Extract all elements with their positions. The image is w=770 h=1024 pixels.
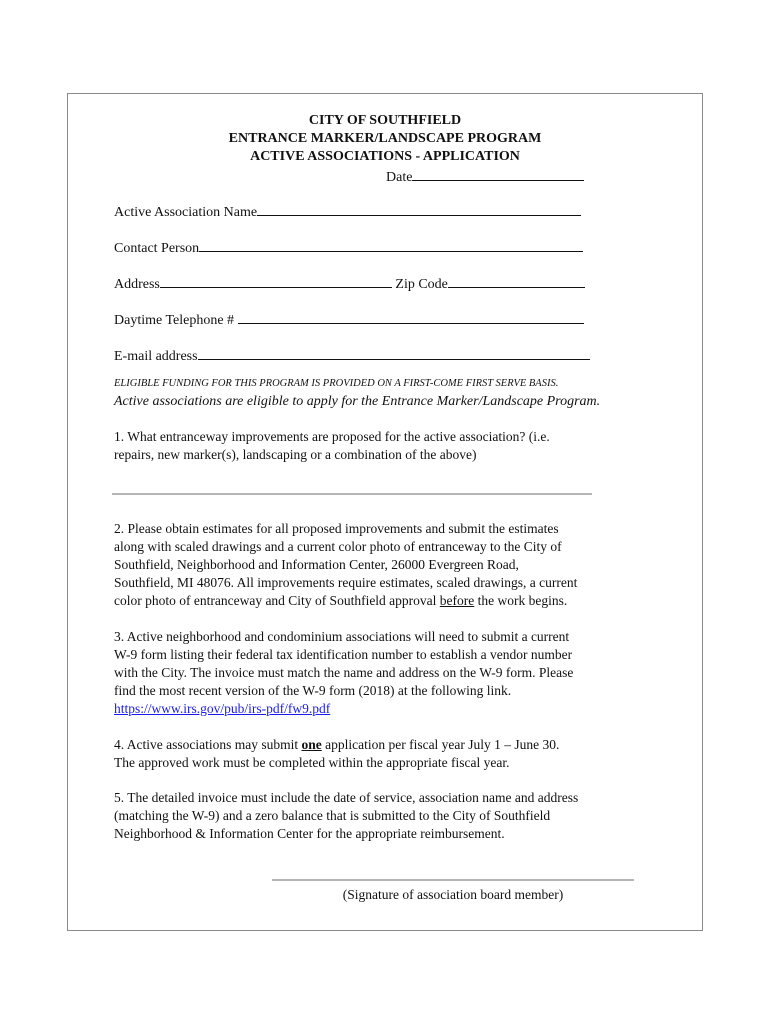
signature-caption: (Signature of association board member): [342, 887, 564, 902]
date-blank[interactable]: [412, 167, 584, 181]
association-name-blank[interactable]: [257, 202, 581, 216]
emphasis-before: before: [439, 593, 475, 608]
date-field[interactable]: [386, 167, 584, 187]
question-2-line: [114, 592, 644, 610]
contact-person-blank[interactable]: [199, 238, 583, 252]
address-label: Address: [114, 277, 160, 292]
zip-code-blank[interactable]: [448, 274, 585, 288]
program-title: ENTRANCE MARKER/LANDSCAPE PROGRAM: [228, 131, 542, 146]
question-2-line: Southfield, MI 48076. All improvements require estimates, scaled drawings, a current: [114, 575, 578, 590]
question-4: [114, 736, 644, 772]
question-2-text: the work begins.: [474, 593, 568, 608]
question-1-line: repairs, new marker(s), landscaping or a combination of the above): [114, 447, 477, 462]
question-5-line: (matching the W-9) and a zero balance that is submitted to the City of Southfield: [114, 808, 551, 823]
question-4-text: application per fiscal year July 1 – June 30.: [321, 737, 560, 752]
contact-person-field[interactable]: [114, 238, 583, 258]
w9-form-link[interactable]: https://www.irs.gov/pub/irs-pdf/fw9.pdf: [114, 701, 331, 716]
question-3-line: 3. Active neighborhood and condominium associations will need to submit a current: [114, 629, 570, 644]
association-name-field[interactable]: [114, 202, 581, 222]
question-5-line: Neighborhood & Information Center for the appropriate reimbursement.: [114, 826, 505, 841]
answer-line-1[interactable]: [112, 493, 592, 495]
question-2-line: along with scaled drawings and a current color photo of entranceway to the City of: [114, 539, 562, 554]
question-4-line: [114, 736, 644, 754]
association-name-label: Active Association Name: [114, 205, 258, 220]
question-3-line: W-9 form listing their federal tax identification number to establish a vendor number: [114, 647, 573, 662]
address-blank[interactable]: [160, 274, 392, 288]
question-4-line: The approved work must be completed within the appropriate fiscal year.: [114, 755, 510, 770]
funding-notice: ELIGIBLE FUNDING FOR THIS PROGRAM IS PROVIDED ON A FIRST-COME FIRST SERVE BASIS.: [114, 378, 559, 389]
question-3: [114, 628, 644, 718]
email-blank[interactable]: [198, 346, 590, 360]
question-2: [114, 520, 644, 610]
contact-person-label: Contact Person: [114, 241, 200, 256]
email-field[interactable]: [114, 346, 590, 366]
zip-code-label: Zip Code: [395, 277, 448, 292]
emphasis-one: one: [301, 737, 322, 752]
application-form-page: [67, 93, 703, 931]
question-5: [114, 789, 644, 843]
question-2-line: Southfield, Neighborhood and Information Center, 26000 Evergreen Road,: [114, 557, 519, 572]
application-title: ACTIVE ASSOCIATIONS - APPLICATION: [250, 149, 520, 164]
signature-line[interactable]: [272, 879, 634, 881]
telephone-field[interactable]: [114, 310, 584, 330]
question-2-text: color photo of entranceway and City of Southfield approval: [114, 593, 440, 608]
question-5-line: 5. The detailed invoice must include the date of service, association name and address: [114, 790, 579, 805]
telephone-blank[interactable]: [238, 310, 584, 324]
city-title: CITY OF SOUTHFIELD: [308, 113, 462, 128]
email-label: E-mail address: [114, 349, 198, 364]
date-label: Date: [386, 170, 413, 185]
telephone-label: Daytime Telephone #: [114, 313, 235, 328]
question-1: [114, 428, 644, 464]
address-field[interactable]: [114, 274, 585, 294]
question-3-line: with the City. The invoice must match the name and address on the W-9 form. Please: [114, 665, 574, 680]
eligibility-notice: Active associations are eligible to apply for the Entrance Marker/Landscape Program.: [114, 394, 601, 409]
question-1-line: 1. What entranceway improvements are proposed for the active association? (i.e.: [114, 429, 550, 444]
question-3-line: find the most recent version of the W-9 form (2018) at the following link.: [114, 683, 512, 698]
question-4-text: 4. Active associations may submit: [114, 737, 302, 752]
question-2-line: 2. Please obtain estimates for all proposed improvements and submit the estimates: [114, 521, 559, 536]
